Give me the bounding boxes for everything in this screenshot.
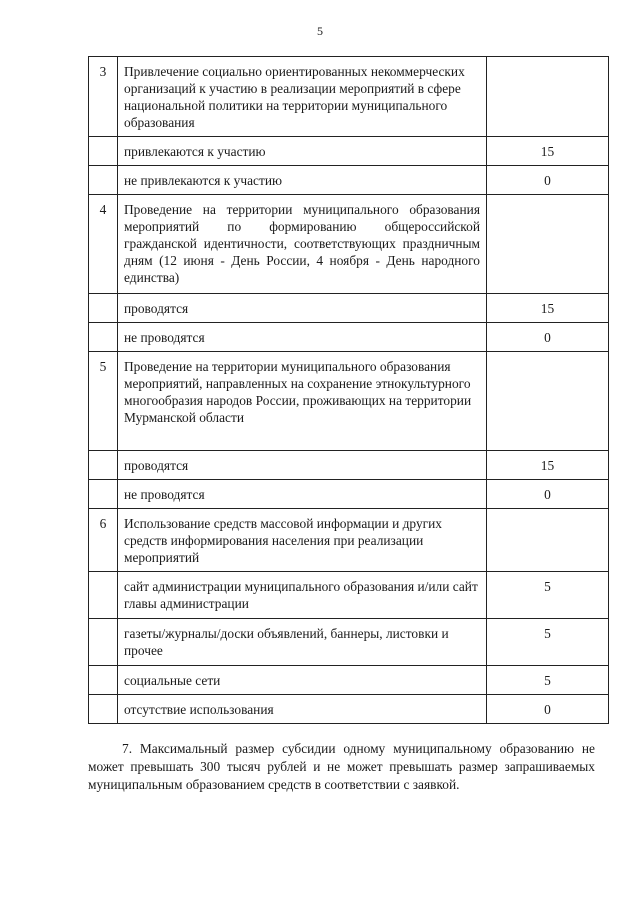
score-cell: 0 (487, 323, 609, 352)
criterion-text: не проводятся (118, 323, 487, 352)
table-row (89, 323, 609, 352)
table-row (89, 666, 609, 695)
row-number (89, 666, 118, 695)
row-number: 6 (89, 509, 118, 572)
score-cell: 5 (487, 572, 609, 619)
page-number: 5 (317, 24, 323, 38)
score-cell: 15 (487, 137, 609, 166)
criterion-text: Привлечение социально ориентированных некоммерческих организаций к участию в реализации мероприятий в сфере национальной политики на территории муниципального образования (118, 57, 487, 137)
criteria-table (88, 56, 609, 724)
row-number: 3 (89, 57, 118, 137)
score-cell (487, 352, 609, 451)
criterion-text: проводятся (118, 451, 487, 480)
table-row (89, 352, 609, 451)
score-cell: 0 (487, 480, 609, 509)
table-row (89, 619, 609, 666)
score-cell (487, 57, 609, 137)
criterion-text: отсутствие использования (118, 695, 487, 724)
table-row (89, 480, 609, 509)
table-row (89, 572, 609, 619)
body-paragraph: 7. Максимальный размер субсидии одному муниципальному образованию не может превышать 300 тысяч рублей и не может превышать размер запрашиваемых муниципальным образованием средств в соответствии с заявкой. (88, 741, 595, 792)
criterion-text: Проведение на территории муниципального образования мероприятий по формированию общероссийской гражданской идентичности, соответствующих праздничным дням (12 июня - День России, 4 ноября - День народного единства) (118, 195, 487, 294)
criterion-text: проводятся (118, 294, 487, 323)
row-number (89, 137, 118, 166)
score-cell: 15 (487, 451, 609, 480)
row-number: 4 (89, 195, 118, 294)
criterion-text: газеты/журналы/доски объявлений, баннеры, листовки и прочее (118, 619, 487, 666)
criterion-text: не привлекаются к участию (118, 166, 487, 195)
table-row (89, 695, 609, 724)
table-row (89, 166, 609, 195)
score-cell: 0 (487, 695, 609, 724)
row-number (89, 695, 118, 724)
table-row (89, 195, 609, 294)
row-number (89, 480, 118, 509)
table-row (89, 451, 609, 480)
score-cell: 15 (487, 294, 609, 323)
table-row (89, 137, 609, 166)
criterion-text: социальные сети (118, 666, 487, 695)
score-cell: 5 (487, 619, 609, 666)
criterion-text: Проведение на территории муниципального образования мероприятий, направленных на сохранение этнокультурного многообразия народов России, проживающих на территории Мурманской области (118, 352, 487, 451)
row-number (89, 294, 118, 323)
row-number: 5 (89, 352, 118, 451)
table-row (89, 57, 609, 137)
row-number (89, 619, 118, 666)
score-cell (487, 509, 609, 572)
score-cell: 0 (487, 166, 609, 195)
criterion-text: не проводятся (118, 480, 487, 509)
row-number (89, 323, 118, 352)
table-row (89, 509, 609, 572)
row-number (89, 166, 118, 195)
criterion-text: сайт администрации муниципального образования и/или сайт главы администрации (118, 572, 487, 619)
criterion-text: привлекаются к участию (118, 137, 487, 166)
score-cell: 5 (487, 666, 609, 695)
criterion-text: Использование средств массовой информации и других средств информирования населения при реализации мероприятий (118, 509, 487, 572)
row-number (89, 572, 118, 619)
score-cell (487, 195, 609, 294)
table-row (89, 294, 609, 323)
row-number (89, 451, 118, 480)
